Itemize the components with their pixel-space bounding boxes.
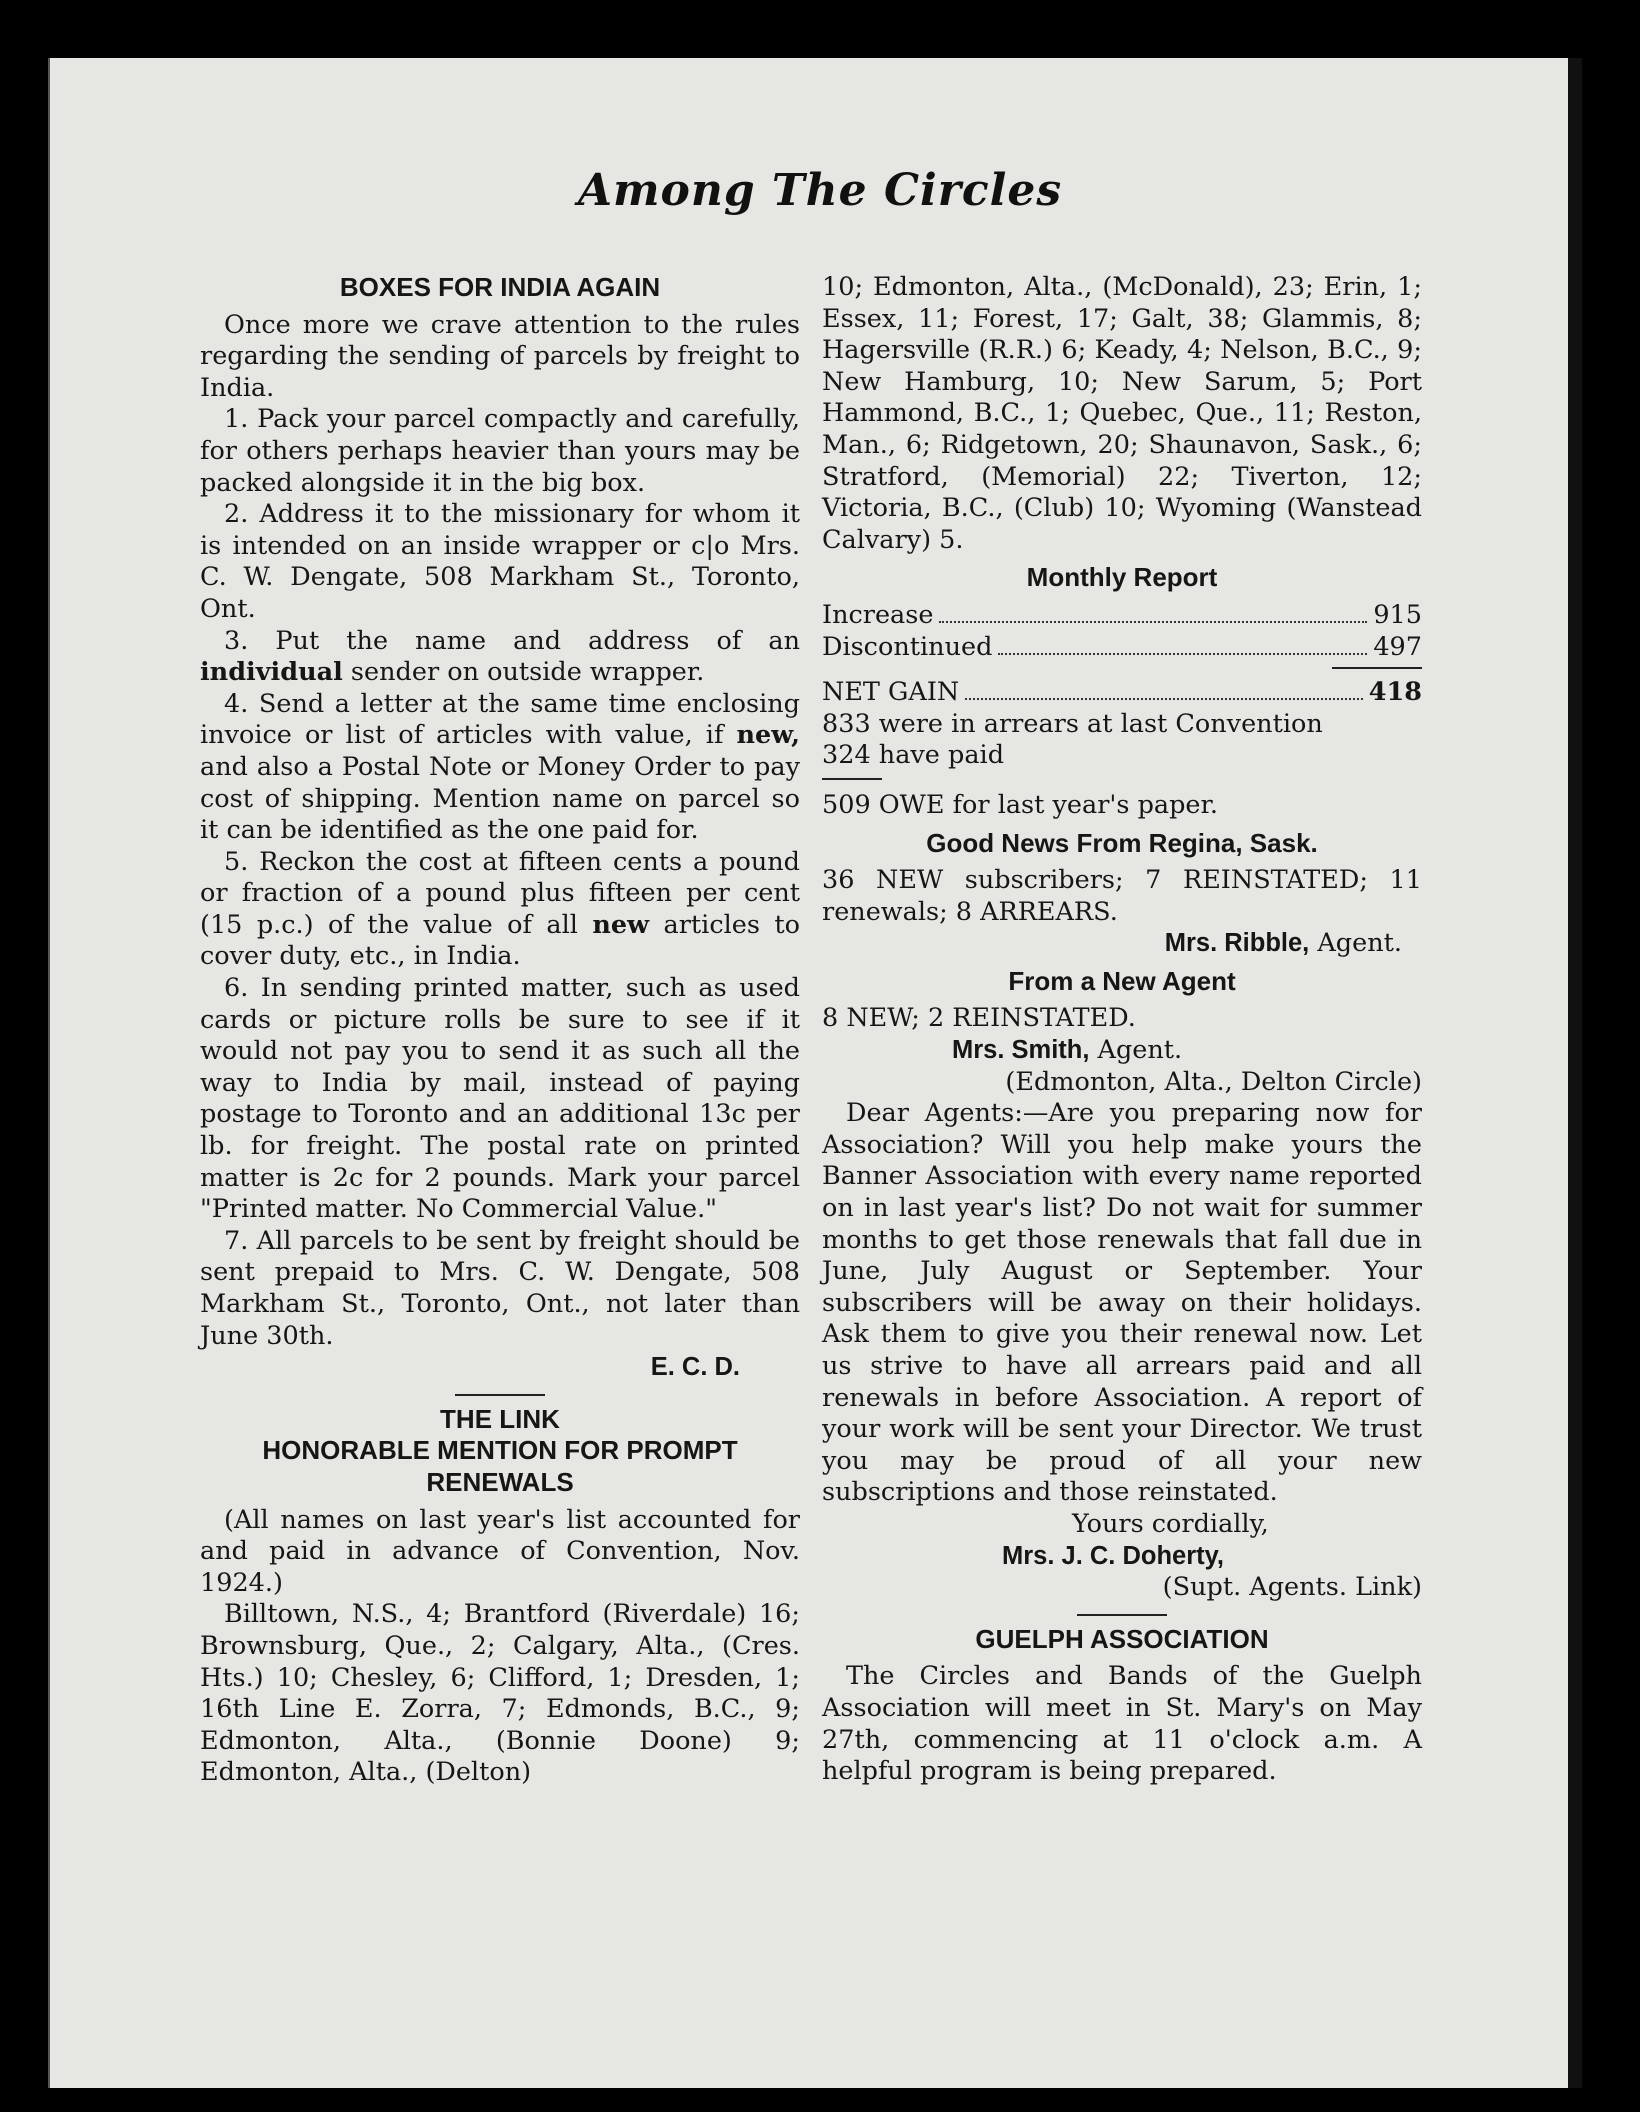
regina-heading: Good News From Regina, Sask. bbox=[926, 827, 1318, 858]
closing: Yours cordially, bbox=[1072, 1508, 1269, 1539]
new-agent-name: Mrs. Smith, bbox=[952, 1036, 1090, 1065]
link-heading: THE LINK bbox=[440, 1403, 560, 1434]
paid-line: 324 have paid bbox=[822, 740, 1005, 771]
rule-1: 1. Pack your parcel compactly and carefully, for others perhaps heavier than yours may be packed alongside it in the big box. bbox=[200, 404, 800, 498]
left-column bbox=[200, 272, 800, 1789]
page-spine-shadow bbox=[1568, 58, 1582, 2088]
net-gain-row bbox=[822, 677, 1422, 709]
rule-4 bbox=[200, 689, 800, 847]
boxes-intro: Once more we crave attention to the rules regarding the sending of parcels by freight to India. bbox=[200, 309, 800, 403]
boxes-heading: BOXES FOR INDIA AGAIN bbox=[339, 272, 661, 302]
arrears-line: 833 were in arrears at last Convention bbox=[822, 708, 1323, 739]
section-divider bbox=[1077, 1614, 1167, 1616]
short-rule bbox=[822, 778, 882, 780]
new-agent-heading: From a New Agent bbox=[1008, 965, 1236, 996]
increase-row bbox=[822, 600, 1422, 632]
net-gain-label: NET GAIN bbox=[822, 677, 960, 708]
section-divider bbox=[455, 1394, 545, 1396]
rule-5-text: 5. Reckon the cost at fifteen cents a pound or fraction of a pound plus fifteen per cent (15 p.c.) of the value of all bbox=[200, 846, 800, 940]
rule-3-emphasis: individual bbox=[200, 657, 343, 688]
leader-dots bbox=[965, 698, 1363, 700]
rule-4-text-end: and also a Postal Note or Money Order to pay cost of shipping. Mention name on parcel so it can be identified as the one paid for. bbox=[200, 751, 800, 846]
increase-value: 915 bbox=[1373, 599, 1422, 630]
regina-text: 36 NEW subscribers; 7 REINSTATED; 11 renewals; 8 ARREARS. bbox=[822, 865, 1422, 927]
new-agent-signature bbox=[822, 1035, 1422, 1067]
sum-rule bbox=[1332, 667, 1422, 669]
new-agent-role: Agent. bbox=[1089, 1035, 1183, 1066]
signature-ecd: E. C. D. bbox=[650, 1353, 740, 1382]
rule-3 bbox=[200, 626, 800, 689]
rule-5 bbox=[200, 847, 800, 973]
rule-7: 7. All parcels to be sent by freight should be sent prepaid to Mrs. C. W. Dengate, 508 Markham St., Toronto, Ont., not later than June 30th. bbox=[200, 1225, 800, 1351]
honor-heading: HONORABLE MENTION FOR PROMPT RENEWALS bbox=[262, 1435, 738, 1497]
rule-5-text-end: articles to cover duty, etc., in India. bbox=[200, 909, 800, 972]
rule-5-emphasis: new bbox=[592, 909, 650, 940]
net-gain-value: 418 bbox=[1368, 677, 1422, 708]
increase-label: Increase bbox=[822, 599, 934, 630]
honor-list-start: Billtown, N.S., 4; Brantford (Riverdale) 16; Brownsburg, Que., 2; Calgary, Alta., (Cres. Hts.) 10; Chesley, 6; Clifford, 1; Dresden, 1; 16th Line E. Zorra, 7; Edmonds, B.C., 9; Edmonton, Alta., (Bonnie Doone) 9; Edmonton, Alta., (Delton) bbox=[200, 1599, 800, 1788]
closing-role: (Supt. Agents. Link) bbox=[1162, 1572, 1422, 1603]
regina-agent bbox=[822, 928, 1422, 960]
discontinued-value: 497 bbox=[1373, 631, 1422, 662]
regina-agent-role: Agent. bbox=[1309, 928, 1402, 959]
guelph-text: The Circles and Bands of the Guelph Association will meet in St. Mary's on May 27th, commencing at 11 o'clock a.m. A helpful program is being prepared. bbox=[822, 1661, 1422, 1787]
new-agent-place: (Edmonton, Alta., Delton Circle) bbox=[1005, 1066, 1422, 1097]
honor-intro: (All names on last year's list accounted for and paid in advance of Convention, Nov. 1924.) bbox=[200, 1504, 800, 1598]
rule-6: 6. In sending printed matter, such as used cards or picture rolls be sure to see if it would not pay you to send it as such all the way to India by mail, instead of paying postage to Toronto and an additional 13c per lb. for freight. The postal rate on printed matter is 2c for 2 pounds. Mark your parcel "Printed matter. No Commercial Value." bbox=[200, 973, 800, 1225]
discontinued-label: Discontinued bbox=[822, 631, 993, 662]
owe-line: 509 OWE for last year's paper. bbox=[822, 789, 1219, 820]
closing-name: Mrs. J. C. Doherty, bbox=[1002, 1541, 1224, 1570]
leader-dots bbox=[939, 621, 1367, 623]
leader-dots bbox=[998, 653, 1367, 655]
rule-3-text-end: sender on outside wrapper. bbox=[342, 657, 705, 688]
rule-4-text: 4. Send a letter at the same time enclosing invoice or list of articles with value, if bbox=[200, 688, 800, 751]
honor-list-cont: 10; Edmonton, Alta., (McDonald), 23; Erin, 1; Essex, 11; Forest, 17; Galt, 38; Glammis, 8; Hagersville (R.R.) 6; Keady, 4; Nelson, B.C., 9; New Hamburg, 10; New Sarum, 5; Port Hammond, B.C., 1; Quebec, Que., 11; Reston, Man., 6; Ridgetown, 20; Shaunavon, Sask., 6; Stratford, (Memorial) 22; Tiverton, 12; Victoria, B.C., (Club) 10; Wyoming (Wanstead Calvary) 5. bbox=[822, 272, 1422, 555]
guelph-heading: GUELPH ASSOCIATION bbox=[975, 1623, 1269, 1654]
letter-body: Dear Agents:—Are you preparing now for Association? Will you help make yours the Banner Association with every name reported on in last year's list? Do not wait for summer months to get those renewals that fall due in June, July August or September. Your subscribers will be away on their holidays. Ask them to give you their renewal now. Let us strive to have all arrears paid and all renewals in before Association. A report of your work will be sent your Director. We trust you may be proud of all your new subscriptions and those reinstated. bbox=[822, 1098, 1422, 1508]
rule-2: 2. Address it to the missionary for whom it is intended on an inside wrapper or c|o Mrs. C. W. Dengate, 508 Markham St., Toronto, Ont. bbox=[200, 499, 800, 624]
rule-4-emphasis: new, bbox=[736, 720, 800, 751]
discontinued-row bbox=[822, 632, 1422, 664]
rule-3-text: 3. Put the name and address of an bbox=[224, 625, 800, 656]
monthly-heading: Monthly Report bbox=[1026, 562, 1218, 593]
page-title: Among The Circles bbox=[577, 165, 1063, 216]
right-column bbox=[822, 272, 1422, 1788]
new-agent-text: 8 NEW; 2 REINSTATED. bbox=[822, 1003, 1136, 1034]
regina-agent-name: Mrs. Ribble, bbox=[1164, 929, 1310, 958]
